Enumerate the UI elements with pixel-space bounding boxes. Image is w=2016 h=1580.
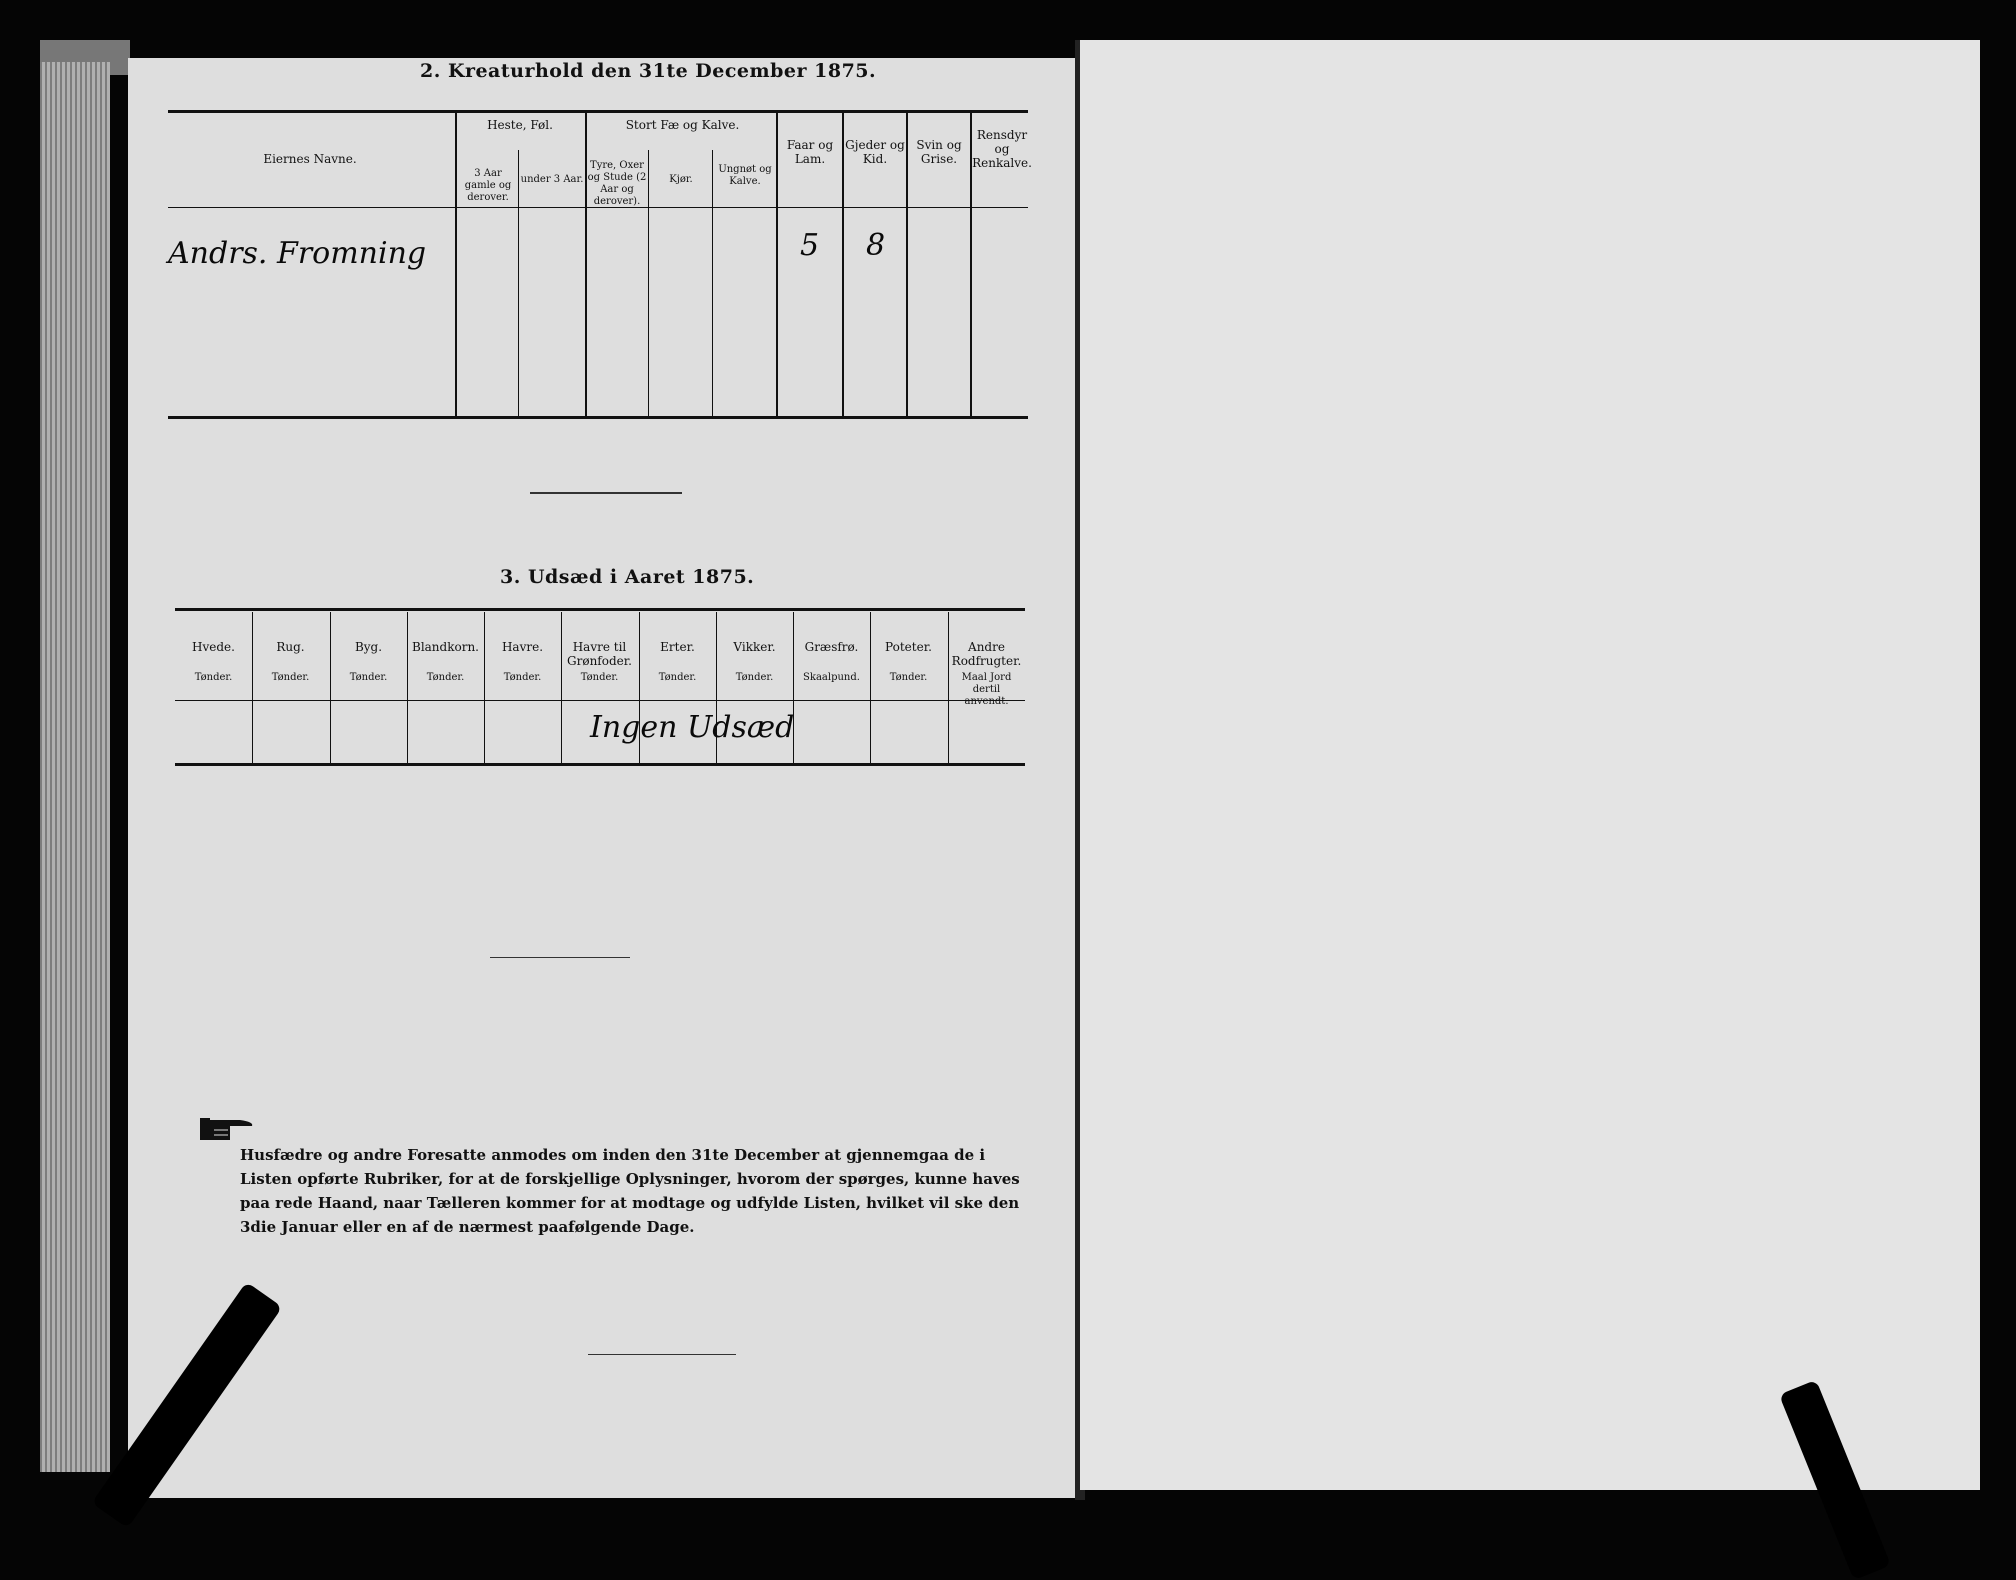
pointing-hand-icon: [200, 1110, 256, 1146]
owner-name-handwritten: Andrs. Fromning: [168, 236, 427, 271]
no-sowing-handwritten: Ingen Udsæd: [590, 710, 795, 745]
header-unit: Tønder.: [349, 672, 388, 683]
header-crop: Havre til Grønfoder.: [567, 640, 632, 668]
instructions-notice: Husfædre og andre Foresatte anmodes om inden den 31te December at gjennemgaa de i Listen opførte Rubriker, for at de forskjellige Oplysninger, hvorom der spørges, kunne haves paa rede Haand, naar Tælleren kommer for at modtage og udfylde Listen, hvilket vil ske den 3die Januar eller en af de nærmest paafølgende Dage.: [240, 1146, 1020, 1236]
header-crop: Rug.: [276, 640, 305, 654]
header-cattle: Stort Fæ og Kalve.: [625, 118, 740, 132]
col-divider: [455, 110, 457, 418]
header-unit: Tønder.: [889, 672, 928, 683]
separator: [588, 1354, 736, 1355]
table3-top-rule: [175, 608, 1025, 611]
table2-bottom-rule: [168, 416, 1028, 419]
table3-header-rule: [175, 700, 1025, 701]
header-crop: Græsfrø.: [804, 640, 859, 654]
header-crop: Poteter.: [885, 640, 932, 654]
col-divider: [712, 150, 713, 418]
col-divider: [561, 612, 562, 764]
header-goats: Gjeder og Kid.: [845, 138, 905, 166]
separator: [530, 492, 682, 494]
header-sheep: Faar og Lam.: [786, 138, 834, 166]
col-divider: [518, 150, 519, 418]
header-unit: Tønder.: [658, 672, 697, 683]
book-page-edges: [40, 62, 110, 1472]
col-divider: [648, 150, 649, 418]
header-crop: Blandkorn.: [412, 640, 479, 654]
col-divider: [585, 110, 587, 418]
header-unit: Tønder.: [580, 672, 619, 683]
section3-title: 3. Udsæd i Aaret 1875.: [500, 566, 755, 588]
table2-top-rule: [168, 110, 1028, 113]
header-owner: Eiernes Navne.: [263, 152, 357, 166]
header-crop: Byg.: [354, 640, 383, 654]
goats-count: 8: [866, 228, 886, 263]
header-unit: Tønder.: [503, 672, 542, 683]
sheep-count: 5: [800, 228, 820, 263]
header-cows: Kjør.: [669, 174, 693, 185]
header-unit: Tønder.: [735, 672, 774, 683]
header-horses-old: 3 Aar gamle og derover.: [464, 168, 512, 203]
col-divider: [484, 612, 485, 764]
header-unit: Tønder.: [426, 672, 465, 683]
header-crop: Havre.: [501, 640, 544, 654]
col-divider: [407, 612, 408, 764]
header-young-cattle: Ungnøt og Kalve.: [718, 164, 772, 187]
header-crop: Erter.: [660, 640, 695, 654]
header-crop: Andre Rodfrugter.: [951, 640, 1022, 668]
header-horses-young: under 3 Aar.: [520, 174, 584, 185]
header-crop: Vikker.: [733, 640, 776, 654]
header-unit: Tønder.: [194, 672, 233, 683]
col-divider: [330, 612, 331, 764]
header-crop: Hvede.: [192, 640, 235, 654]
header-unit: Maal Jord dertil anvendt.: [961, 672, 1012, 707]
col-divider: [870, 612, 871, 764]
header-unit: Tønder.: [271, 672, 310, 683]
header-horses: Heste, Føl.: [487, 118, 553, 132]
header-unit: Skaalpund.: [803, 672, 860, 683]
table3-bottom-rule: [175, 763, 1025, 766]
separator: [490, 957, 630, 958]
header-pigs: Svin og Grise.: [916, 138, 962, 166]
col-divider: [948, 612, 949, 764]
right-page-blank: [1080, 40, 1980, 1490]
section2-title: 2. Kreaturhold den 31te December 1875.: [420, 60, 877, 82]
col-divider: [252, 612, 253, 764]
header-reindeer: Rensdyr og Renkalve.: [972, 128, 1032, 170]
header-bulls: Tyre, Oxer og Stude (2 Aar og derover).: [587, 160, 647, 207]
left-page: [128, 58, 1080, 1498]
